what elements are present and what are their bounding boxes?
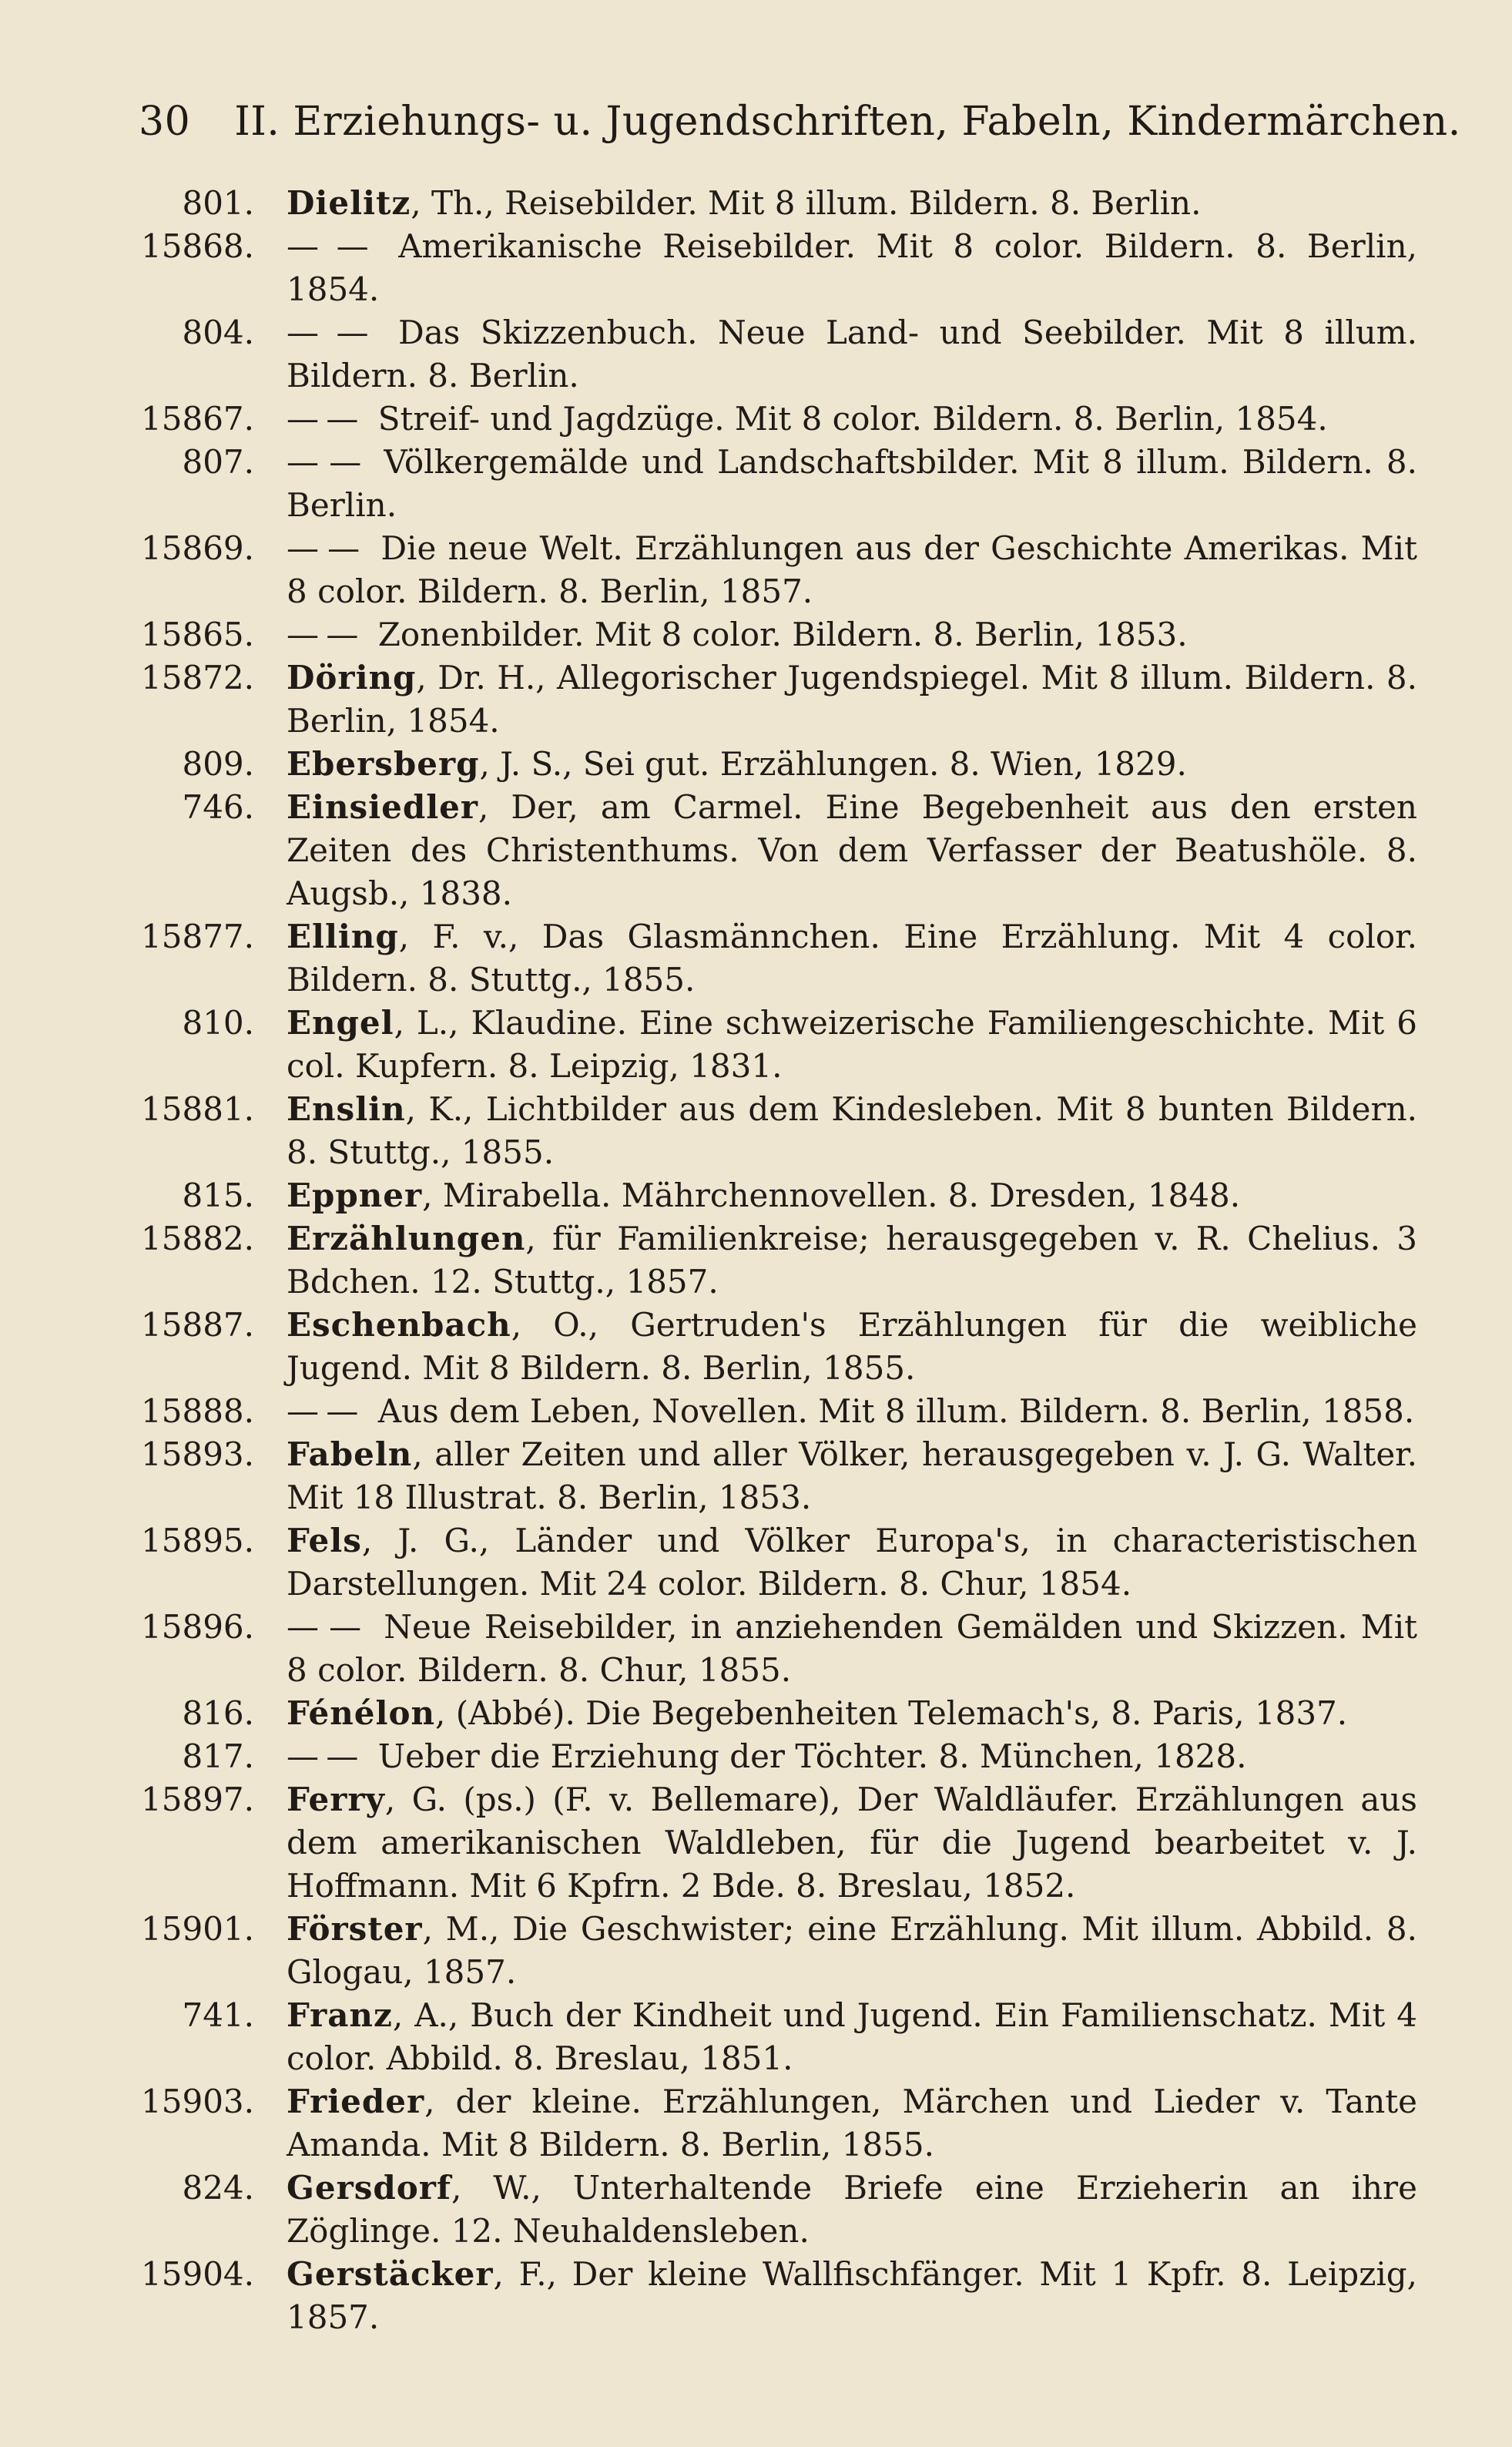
- ditto-mark: — —: [287, 529, 359, 567]
- entry-text: , O., Gertruden's Erzählungen für die weibliche Jugend. Mit 8 Bildern. 8. Berlin, 1855.: [287, 1306, 1417, 1387]
- entry-number: 15903.: [141, 2083, 254, 2120]
- entry-number: 816.: [182, 1694, 254, 1732]
- entry-number: 810.: [182, 1004, 254, 1042]
- entry-heading: Ferry: [287, 1781, 385, 1818]
- entry-number: 815.: [182, 1177, 254, 1214]
- entry-text: , F., Der kleine Wallfischfänger. Mit 1 Kpfr. 8. Leipzig, 1857.: [287, 2255, 1417, 2336]
- entry-text: Völkergemälde und Landschaftsbilder. Mit 8 illum. Bildern. 8. Berlin.: [287, 443, 1417, 524]
- catalog-entry: [116, 311, 1417, 398]
- entry-number: 15896.: [141, 1608, 254, 1646]
- catalog-entry: [116, 441, 1417, 527]
- entry-number: 15893.: [141, 1435, 254, 1473]
- running-head: [139, 91, 1461, 153]
- catalog-entry: [116, 2253, 1417, 2339]
- ditto-mark: — —: [287, 227, 367, 265]
- entry-text: Streif- und Jagdzüge. Mit 8 color. Bildern. 8. Berlin, 1854.: [367, 400, 1328, 438]
- catalog-entry: [116, 1174, 1417, 1217]
- entry-number: 15887.: [141, 1306, 254, 1344]
- entry-number: 15897.: [141, 1781, 254, 1818]
- entry-number: 804.: [182, 314, 254, 351]
- entry-heading: Fénélon: [287, 1694, 436, 1732]
- ditto-mark: — —: [287, 443, 360, 481]
- entry-number: 15895.: [141, 1522, 254, 1559]
- entry-text: , J. S., Sei gut. Erzählungen. 8. Wien, 1829.: [479, 745, 1187, 783]
- catalog-entry: [116, 398, 1417, 441]
- ditto-mark: — —: [287, 1392, 357, 1430]
- catalog-entry: [116, 1002, 1417, 1088]
- entry-heading: Frieder: [287, 2083, 425, 2120]
- entry-number: 809.: [182, 745, 254, 783]
- entry-text: Neue Reisebilder, in anziehenden Gemälden und Skizzen. Mit 8 color. Bildern. 8. Chur, 1855.: [287, 1608, 1418, 1689]
- entry-number: 15877.: [141, 918, 254, 955]
- entry-heading: Enslin: [287, 1090, 406, 1128]
- ditto-mark: — —: [287, 400, 357, 438]
- catalog-entry: [116, 1088, 1417, 1174]
- entry-number: 746.: [182, 788, 254, 826]
- entry-text: , G. (ps.) (F. v. Bellemare), Der Waldläufer. Erzählungen aus dem amerikanischen Waldleben, für die Jugend bearbeitet v. J. Hoffmann. Mit 6 Kpfrn. 2 Bde. 8. Breslau, 1852.: [287, 1781, 1417, 1905]
- entry-text: Aus dem Leben, Novellen. Mit 8 illum. Bildern. 8. Berlin, 1858.: [367, 1392, 1415, 1430]
- entry-heading: Erzählungen: [287, 1220, 526, 1257]
- catalog-entry: [116, 225, 1417, 311]
- entry-text: , Dr. H., Allegorischer Jugendspiegel. Mit 8 illum. Bildern. 8. Berlin, 1854.: [287, 659, 1417, 740]
- entry-text: Die neue Welt. Erzählungen aus der Geschichte Amerikas. Mit 8 color. Bildern. 8. Berlin, 1857.: [287, 529, 1417, 610]
- entry-heading: Franz: [287, 1996, 393, 2034]
- catalog-entry: [116, 2167, 1417, 2253]
- catalog-entry: [116, 1778, 1417, 1908]
- entry-number: 741.: [182, 1996, 254, 2034]
- entry-heading: Fabeln: [287, 1435, 413, 1473]
- entry-number: 15867.: [141, 400, 254, 438]
- catalog-entry: [116, 1390, 1417, 1433]
- entry-text: Das Skizzenbuch. Neue Land- und Seebilder. Mit 8 illum. Bildern. 8. Berlin.: [287, 314, 1417, 394]
- entry-text: , (Abbé). Die Begebenheiten Telemach's, 8. Paris, 1837.: [435, 1694, 1348, 1732]
- entry-number: 15901.: [141, 1910, 254, 1948]
- entry-heading: Ebersberg: [287, 745, 480, 783]
- entry-number: 15865.: [141, 616, 254, 653]
- entry-heading: Gersdorf: [287, 2169, 451, 2207]
- entry-text: , A., Buch der Kindheit und Jugend. Ein Familienschatz. Mit 4 color. Abbild. 8. Breslau, 1851.: [287, 1996, 1417, 2077]
- entry-number: 15888.: [141, 1392, 254, 1430]
- entry-text: Amerikanische Reisebilder. Mit 8 color. Bildern. 8. Berlin, 1854.: [287, 227, 1417, 308]
- entry-text: , der kleine. Erzählungen, Märchen und Lieder v. Tante Amanda. Mit 8 Bildern. 8. Berlin, 1855.: [287, 2083, 1417, 2163]
- entry-number: 15881.: [141, 1090, 254, 1128]
- entry-heading: Engel: [287, 1004, 394, 1042]
- entry-number: 15868.: [141, 227, 254, 265]
- catalog-entry: [116, 2080, 1417, 2167]
- entry-heading: Fels: [287, 1522, 362, 1559]
- entry-text: Zonenbilder. Mit 8 color. Bildern. 8. Berlin, 1853.: [367, 616, 1188, 653]
- entry-text: , K., Lichtbilder aus dem Kindesleben. Mit 8 bunten Bildern. 8. Stuttg., 1855.: [287, 1090, 1417, 1171]
- entry-heading: Gerstäcker: [287, 2255, 494, 2293]
- page-number: 30: [139, 99, 191, 145]
- entry-text: , aller Zeiten und aller Völker, herausgegeben v. J. G. Walter. Mit 18 Illustrat. 8. Berlin, 1853.: [287, 1435, 1417, 1516]
- entry-heading: Dielitz: [287, 184, 411, 222]
- catalog-entry: [116, 656, 1417, 743]
- catalog-entry: [116, 1692, 1417, 1735]
- entry-number: 15872.: [141, 659, 254, 697]
- entry-number: 15904.: [141, 2255, 254, 2293]
- entry-heading: Eschenbach: [287, 1306, 511, 1344]
- catalog-entry: [116, 1519, 1417, 1606]
- entry-heading: Elling: [287, 918, 399, 955]
- catalog-entry: [116, 743, 1417, 786]
- entry-text: , Der, am Carmel. Eine Begebenheit aus den ersten Zeiten des Christenthums. Von dem Verfasser der Beatushöle. 8. Augsb., 1838.: [287, 788, 1417, 912]
- entry-text: Ueber die Erziehung der Töchter. 8. München, 1828.: [367, 1737, 1247, 1775]
- entry-text: , Mirabella. Mährchennovellen. 8. Dresden, 1848.: [422, 1177, 1241, 1214]
- ditto-mark: — —: [287, 1608, 360, 1646]
- entry-number: 15869.: [141, 529, 254, 567]
- catalog-entry: [116, 613, 1417, 656]
- entry-number: 817.: [182, 1737, 254, 1775]
- entry-number: 801.: [182, 184, 254, 222]
- catalog-entry: [116, 786, 1417, 915]
- catalog-entry: [116, 182, 1417, 225]
- catalog-entry: [116, 1304, 1417, 1390]
- entry-heading: Eppner: [287, 1177, 423, 1214]
- catalog-entry: [116, 1217, 1417, 1304]
- ditto-mark: — —: [287, 1737, 357, 1775]
- catalog-entry: [116, 1908, 1417, 1994]
- entry-list: [116, 182, 1417, 2339]
- entry-heading: Döring: [287, 659, 417, 697]
- catalog-entry: [116, 1735, 1417, 1778]
- section-title: II. Erziehungs- u. Jugendschriften, Fabeln, Kindermärchen.: [234, 99, 1461, 145]
- entry-text: , M., Die Geschwister; eine Erzählung. Mit illum. Abbild. 8. Glogau, 1857.: [287, 1910, 1417, 1991]
- ditto-mark: — —: [287, 616, 357, 653]
- entry-number: 807.: [182, 443, 254, 481]
- catalog-entry: [116, 915, 1417, 1002]
- entry-text: , L., Klaudine. Eine schweizerische Familiengeschichte. Mit 6 col. Kupfern. 8. Leipzig, 1831.: [287, 1004, 1417, 1085]
- entry-text: , für Familienkreise; herausgegeben v. R. Chelius. 3 Bdchen. 12. Stuttg., 1857.: [287, 1220, 1417, 1301]
- catalog-entry: [116, 1994, 1417, 2080]
- entry-text: , Th., Reisebilder. Mit 8 illum. Bildern. 8. Berlin.: [411, 184, 1202, 222]
- entry-text: , F. v., Das Glasmännchen. Eine Erzählung. Mit 4 color. Bildern. 8. Stuttg., 1855.: [287, 918, 1417, 999]
- entry-text: , W., Unterhaltende Briefe eine Erzieherin an ihre Zöglinge. 12. Neuhaldensleben.: [287, 2169, 1417, 2250]
- catalog-entry: [116, 1606, 1417, 1692]
- catalog-entry: [116, 527, 1417, 613]
- catalog-entry: [116, 1433, 1417, 1519]
- ditto-mark: — —: [287, 314, 367, 351]
- entry-text: , J. G., Länder und Völker Europa's, in characteristischen Darstellungen. Mit 24 color. Bildern. 8. Chur, 1854.: [287, 1522, 1417, 1603]
- entry-heading: Einsiedler: [287, 788, 478, 826]
- entry-heading: Förster: [287, 1910, 423, 1948]
- entry-number: 824.: [182, 2169, 254, 2207]
- entry-number: 15882.: [141, 1220, 254, 1257]
